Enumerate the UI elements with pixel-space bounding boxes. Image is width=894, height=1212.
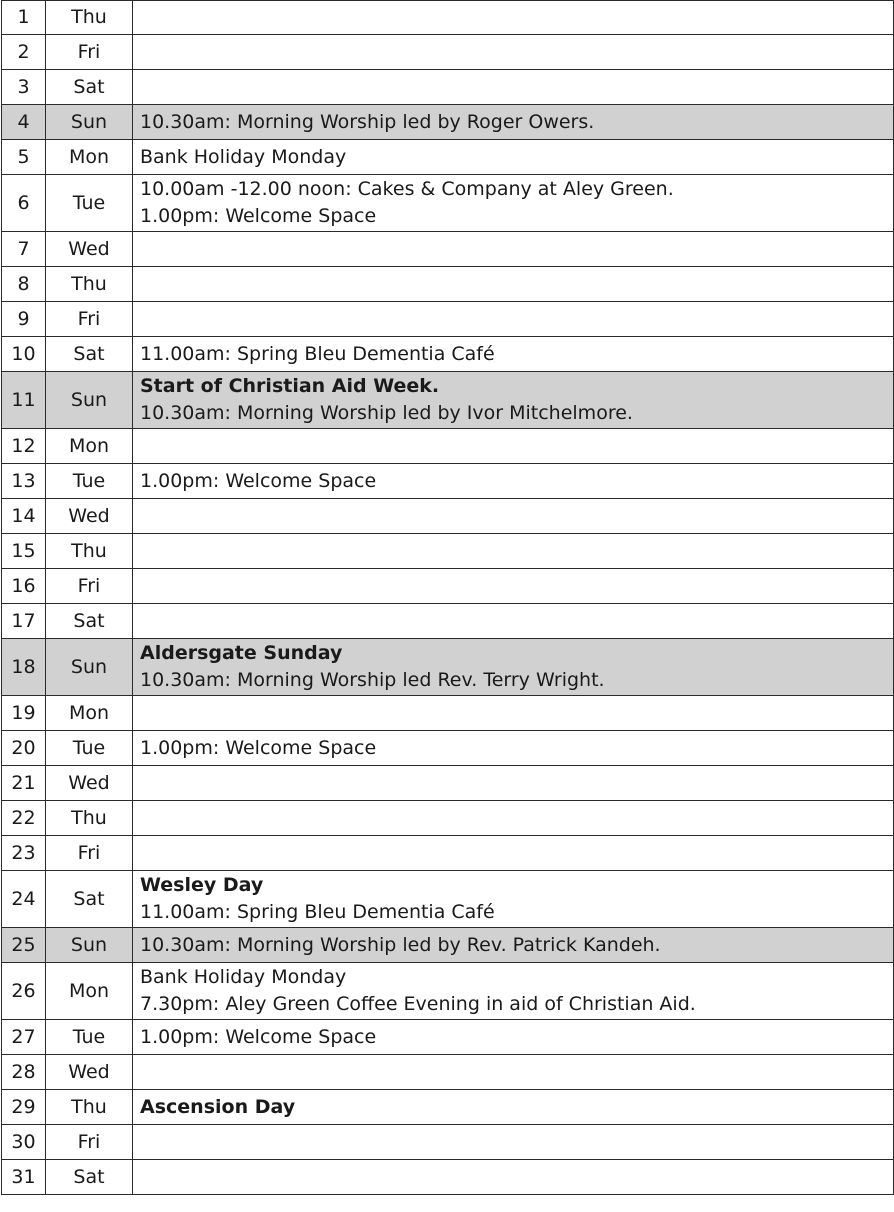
date-number: 5 [2,140,46,175]
weekday: Tue [46,1020,133,1055]
event-line: 1.00pm: Welcome Space [140,736,377,759]
weekday: Sat [46,1160,133,1195]
calendar-row [2,731,894,766]
calendar-row [2,429,894,464]
date-number: 13 [2,464,46,499]
events-cell [133,429,894,464]
date-number: 19 [2,696,46,731]
weekday: Thu [46,267,133,302]
date-number: 23 [2,836,46,871]
events-cell [133,464,894,499]
calendar-row [2,1,894,35]
calendar-row [2,35,894,70]
weekday: Sat [46,871,133,928]
date-number: 14 [2,499,46,534]
weekday: Thu [46,1090,133,1125]
date-number: 17 [2,604,46,639]
events-cell [133,801,894,836]
event-line: 1.00pm: Welcome Space [140,205,377,227]
events-cell [133,534,894,569]
calendar-row [2,70,894,105]
calendar-row [2,1090,894,1125]
events-cell [133,302,894,337]
events-cell [133,35,894,70]
event-heading: Wesley Day [140,874,264,896]
calendar-row [2,871,894,928]
event-line: 10.30am: Morning Worship led by Rev. Patrick Kandeh. [140,933,661,956]
event-line: Bank Holiday Monday [140,145,347,168]
date-number: 10 [2,337,46,372]
calendar-row [2,372,894,429]
calendar-row [2,1125,894,1160]
calendar-row [2,140,894,175]
date-number: 15 [2,534,46,569]
events-cell [133,836,894,871]
event-line: 11.00am: Spring Bleu Dementia Café [140,342,495,365]
weekday: Wed [46,766,133,801]
weekday: Wed [46,499,133,534]
weekday: Thu [46,1,133,35]
weekday: Fri [46,35,133,70]
weekday: Fri [46,836,133,871]
calendar-table [1,0,894,1195]
events-cell [133,639,894,696]
events-cell [133,140,894,175]
events-cell [133,499,894,534]
date-number: 6 [2,175,46,232]
date-number: 12 [2,429,46,464]
date-number: 1 [2,1,46,35]
calendar-row [2,175,894,232]
calendar-row [2,928,894,963]
events-cell [133,963,894,1020]
events-cell [133,766,894,801]
weekday: Sun [46,372,133,429]
weekday: Mon [46,429,133,464]
weekday: Sun [46,105,133,140]
events-cell [133,1,894,35]
date-number: 25 [2,928,46,963]
events-cell [133,696,894,731]
events-cell [133,1125,894,1160]
weekday: Fri [46,302,133,337]
event-line: 10.00am -12.00 noon: Cakes & Company at Aley Green. [140,178,674,200]
weekday: Tue [46,175,133,232]
date-number: 16 [2,569,46,604]
events-cell [133,105,894,140]
date-number: 4 [2,105,46,140]
weekday: Sun [46,928,133,963]
date-number: 20 [2,731,46,766]
events-cell [133,1160,894,1195]
events-cell [133,372,894,429]
calendar-row [2,1160,894,1195]
event-line: 1.00pm: Welcome Space [140,469,377,492]
event-heading: Ascension Day [140,1095,296,1118]
calendar-row [2,534,894,569]
date-number: 28 [2,1055,46,1090]
weekday: Wed [46,1055,133,1090]
events-cell [133,1020,894,1055]
calendar-row [2,464,894,499]
date-number: 21 [2,766,46,801]
calendar-row [2,696,894,731]
weekday: Mon [46,963,133,1020]
calendar-row [2,604,894,639]
events-cell [133,267,894,302]
weekday: Mon [46,140,133,175]
event-line: 10.30am: Morning Worship led by Roger Owers. [140,110,595,133]
weekday: Tue [46,464,133,499]
calendar-row [2,639,894,696]
date-number: 29 [2,1090,46,1125]
events-cell [133,1090,894,1125]
weekday: Sun [46,639,133,696]
weekday: Mon [46,696,133,731]
calendar-row [2,963,894,1020]
date-number: 30 [2,1125,46,1160]
calendar-row [2,1055,894,1090]
date-number: 3 [2,70,46,105]
events-cell [133,569,894,604]
weekday: Sat [46,337,133,372]
events-cell [133,1055,894,1090]
event-line: Bank Holiday Monday [140,966,347,988]
event-line: 7.30pm: Aley Green Coffee Evening in aid of Christian Aid. [140,993,696,1015]
event-heading: Start of Christian Aid Week. [140,375,440,397]
calendar-row [2,1020,894,1055]
event-line: 10.30am: Morning Worship led Rev. Terry Wright. [140,669,605,691]
weekday: Thu [46,801,133,836]
calendar-row [2,766,894,801]
weekday: Tue [46,731,133,766]
calendar-row [2,105,894,140]
date-number: 18 [2,639,46,696]
calendar-body [2,1,894,1195]
weekday: Wed [46,232,133,267]
date-number: 26 [2,963,46,1020]
event-heading: Aldersgate Sunday [140,642,343,664]
date-number: 22 [2,801,46,836]
events-cell [133,232,894,267]
calendar-row [2,801,894,836]
events-cell [133,871,894,928]
weekday: Sat [46,70,133,105]
event-line: 1.00pm: Welcome Space [140,1025,377,1048]
calendar-row [2,499,894,534]
calendar-row [2,836,894,871]
events-cell [133,731,894,766]
calendar-row [2,337,894,372]
events-cell [133,604,894,639]
event-line: 10.30am: Morning Worship led by Ivor Mitchelmore. [140,402,633,424]
weekday: Sat [46,604,133,639]
weekday: Thu [46,534,133,569]
calendar-row [2,267,894,302]
events-cell [133,928,894,963]
date-number: 9 [2,302,46,337]
calendar-row [2,569,894,604]
events-cell [133,70,894,105]
date-number: 8 [2,267,46,302]
calendar-row [2,232,894,267]
weekday: Fri [46,1125,133,1160]
date-number: 24 [2,871,46,928]
calendar-row [2,302,894,337]
events-cell [133,337,894,372]
events-cell [133,175,894,232]
date-number: 7 [2,232,46,267]
weekday: Fri [46,569,133,604]
event-line: 11.00am: Spring Bleu Dementia Café [140,901,495,923]
date-number: 2 [2,35,46,70]
date-number: 11 [2,372,46,429]
date-number: 27 [2,1020,46,1055]
date-number: 31 [2,1160,46,1195]
